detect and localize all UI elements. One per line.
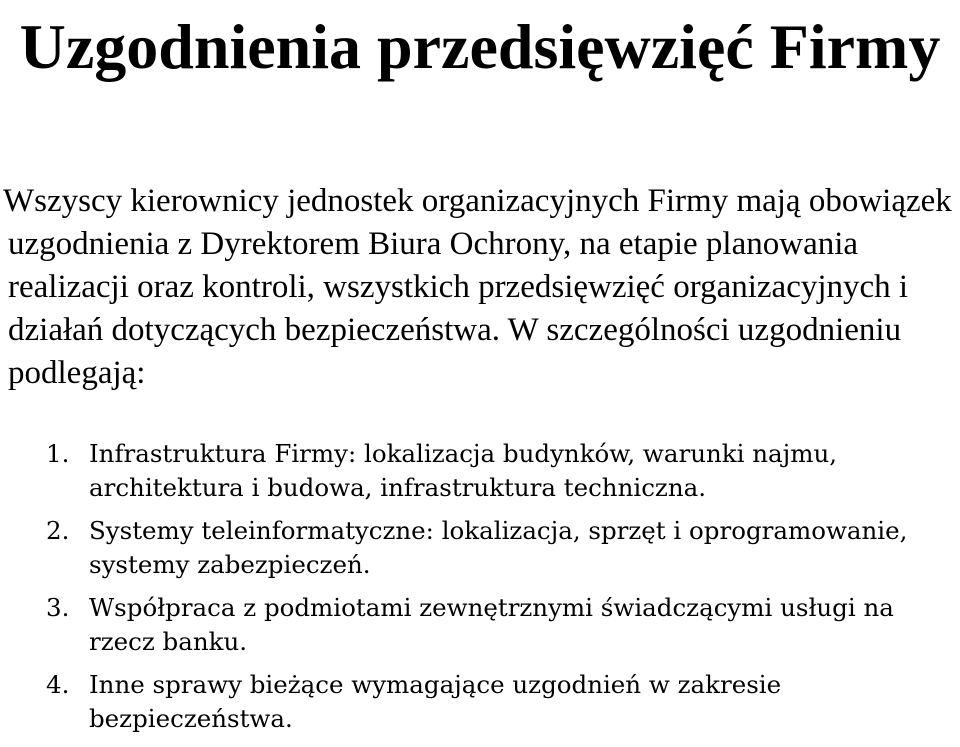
list-item-text: Inne sprawy bieżące wymagające uzgodnień w zakresie bezpieczeństwa. [89, 670, 782, 733]
list-item-text: Współpraca z podmiotami zewnętrznymi świadczącymi usługi na rzecz banku. [89, 593, 894, 656]
list-item-number: 1. [46, 439, 70, 468]
requirements-list [46, 437, 958, 745]
list-item [46, 437, 958, 505]
list-item-number: 4. [46, 670, 70, 699]
list-item-text: Systemy teleinformatyczne: lokalizacja, sprzęt i oprogramowanie, systemy zabezpieczeń. [89, 516, 908, 579]
page-title: Uzgodnienia przedsięwzięć Firmy [19, 11, 941, 82]
intro-paragraph: Wszyscy kierownicy jednostek organizacyjnych Firmy mają obowiązek uzgodnienia z Dyrektorem Biura Ochrony, na etapie planowania realizacji oraz kontroli, wszystkich przedsięwzięć organizacyjnych i działań dotyczących bezpieczeństwa. W szczególności uzgodnieniu podlegają: [3, 183, 952, 391]
list-item [46, 591, 958, 659]
list-item-number: 3. [46, 593, 70, 622]
list-item-text: Infrastruktura Firmy: lokalizacja budynków, warunki najmu, architektura i budowa, infrastruktura techniczna. [89, 439, 838, 502]
list-item [46, 668, 958, 736]
list-item-number: 2. [46, 516, 70, 545]
list-item [46, 514, 958, 582]
